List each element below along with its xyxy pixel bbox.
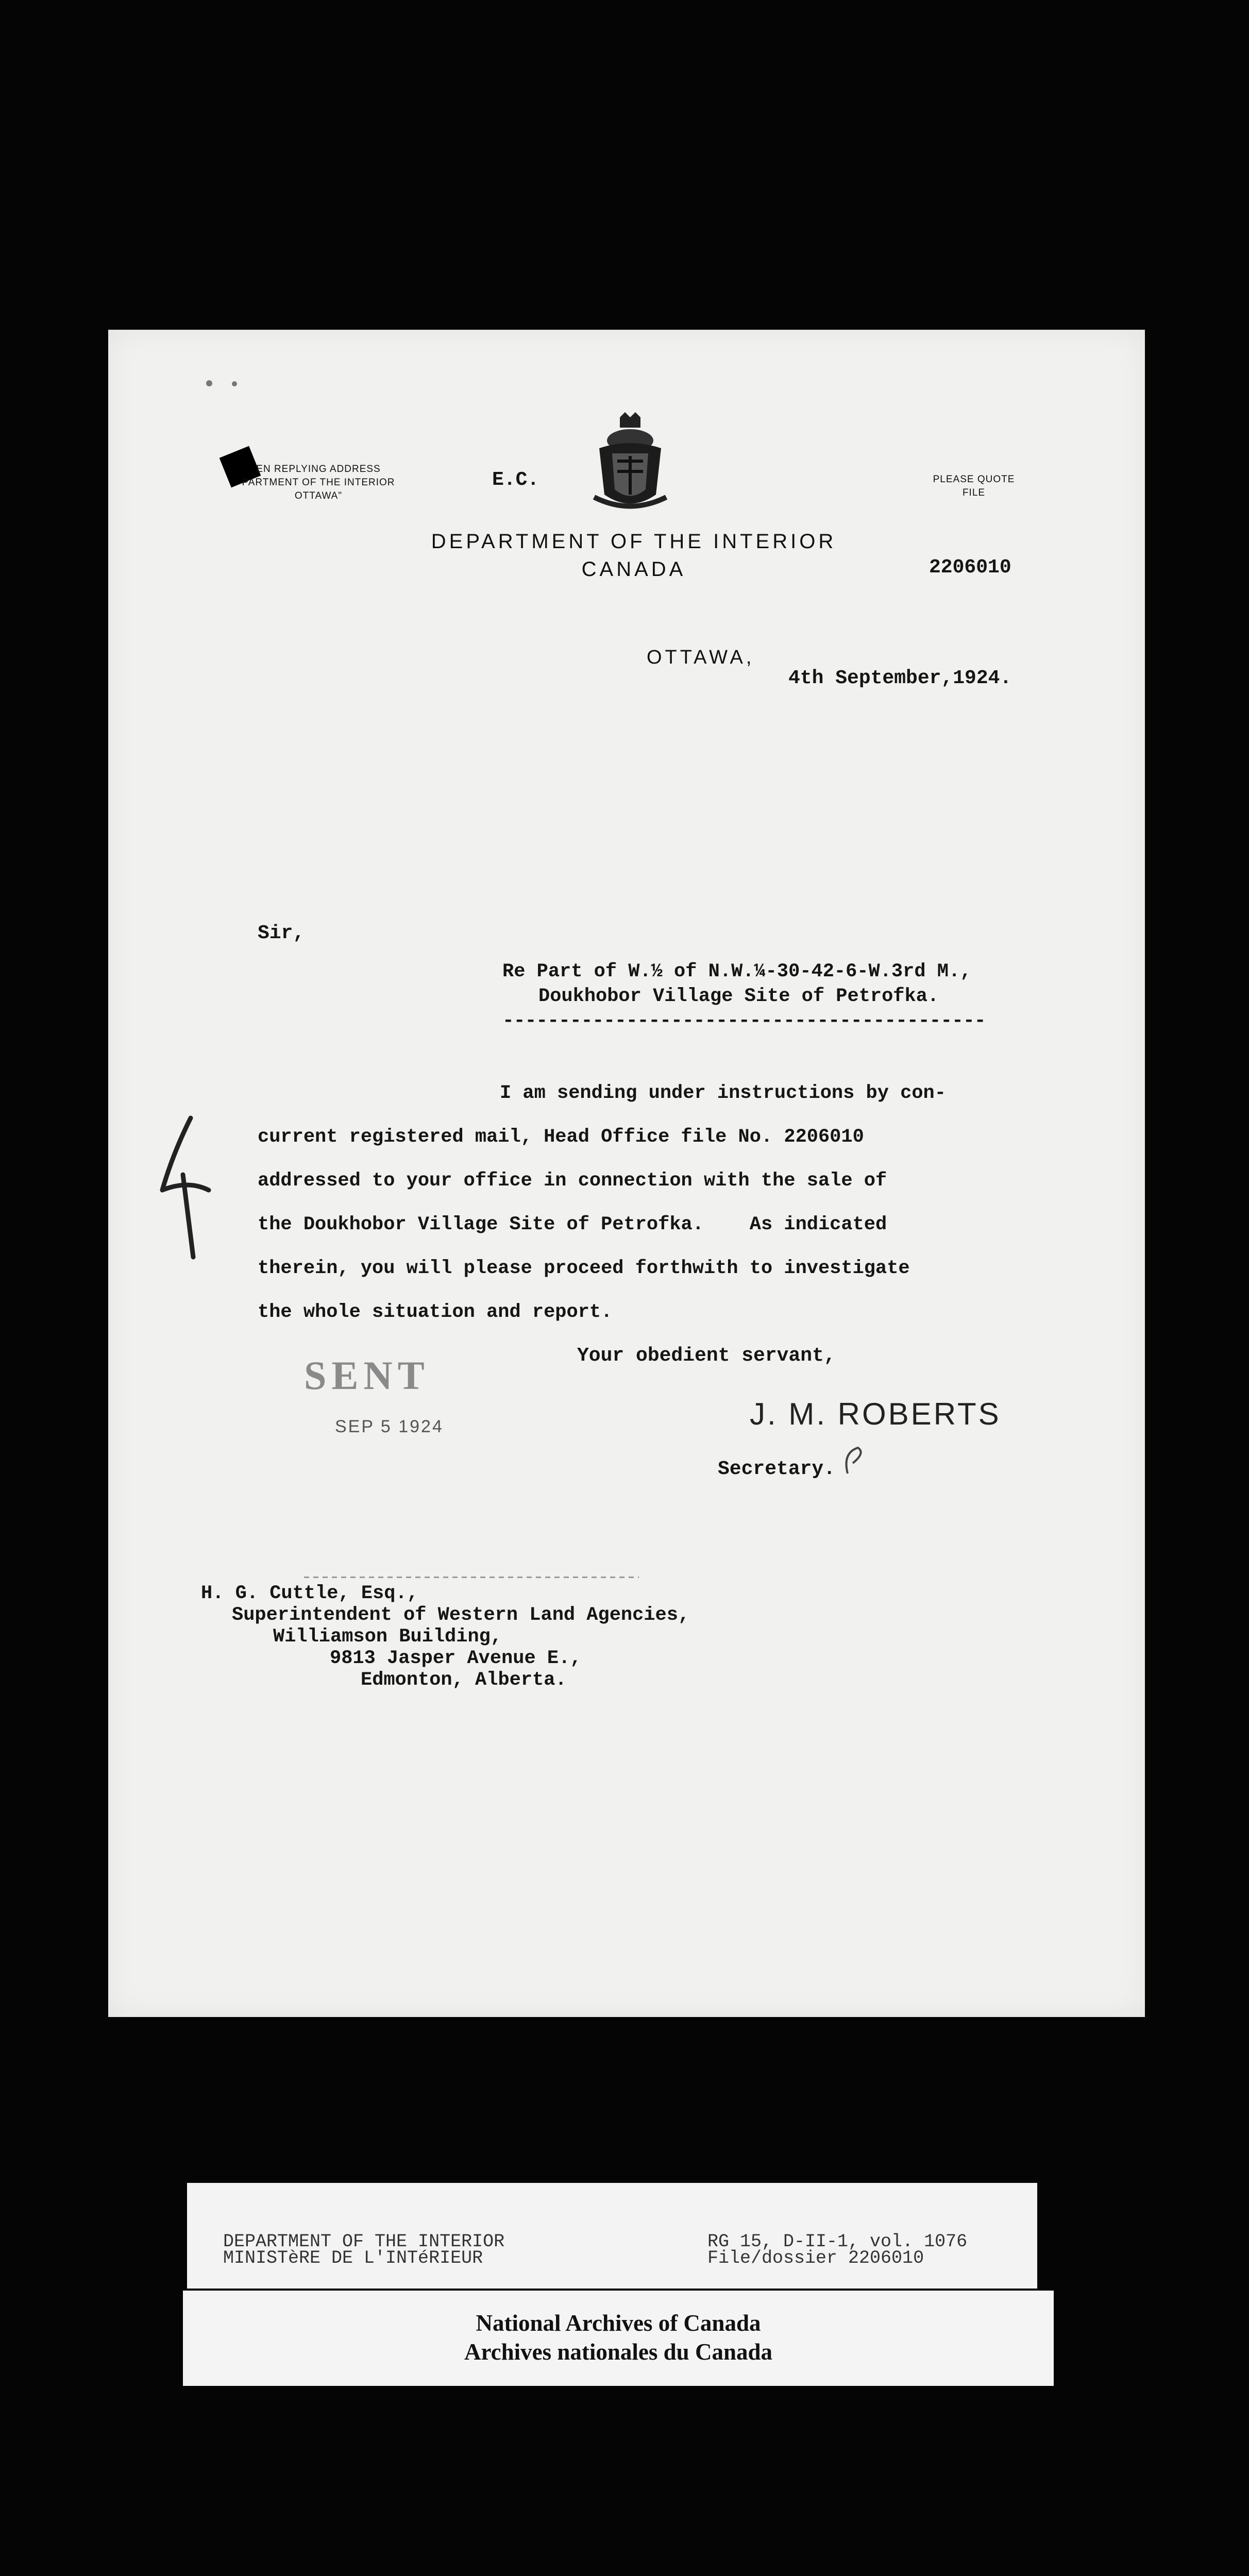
archive-dept-en: DEPARTMENT OF THE INTERIOR xyxy=(223,2231,505,2252)
coat-of-arms-icon xyxy=(589,412,671,515)
archive-footer-text xyxy=(183,2309,1054,2366)
initial-mark-icon xyxy=(837,1443,868,1479)
reply-line-2: PARTMENT OF THE INTERIOR xyxy=(242,477,395,488)
archive-name-fr: Archives nationales du Canada xyxy=(464,2339,773,2365)
body-line-2: current registered mail, Head Office file No. 2206010 xyxy=(258,1126,864,1148)
dateline-date: 4th September,1924. xyxy=(788,667,1012,689)
archive-footer-label xyxy=(183,2291,1054,2386)
please-quote-block xyxy=(933,473,1015,500)
stamp-date: SEP 5 1924 xyxy=(335,1417,444,1436)
handwritten-mark-icon xyxy=(152,1113,229,1262)
archive-label-right xyxy=(707,2233,967,2266)
file-label: FILE xyxy=(962,487,986,498)
archive-dept-fr: MINISTèRE DE L'INTéRIEUR xyxy=(223,2248,483,2268)
signature: J. M. ROBERTS xyxy=(750,1397,1001,1431)
archive-rg-reference: RG 15, D-II-1, vol. 1076 xyxy=(707,2231,968,2252)
document-page xyxy=(108,330,1145,2017)
address-line-3: Williamson Building, xyxy=(273,1626,502,1648)
address-line-4: 9813 Jasper Avenue E., xyxy=(330,1648,582,1669)
reply-address-block xyxy=(241,463,396,503)
sent-stamp: SENT xyxy=(304,1353,430,1398)
signatory-title: Secretary. xyxy=(718,1458,836,1480)
reply-line-3: OTTAWA" xyxy=(294,490,343,501)
body-line-4: the Doukhobor Village Site of Petrofka. As indicated xyxy=(258,1214,887,1235)
archive-name-en: National Archives of Canada xyxy=(476,2310,761,2336)
department-line-1: DEPARTMENT OF THE INTERIOR xyxy=(431,530,837,553)
address-line-5: Edmonton, Alberta. xyxy=(361,1669,567,1691)
archive-label-left xyxy=(223,2233,504,2266)
speck-mark xyxy=(232,381,237,386)
initials: E.C. xyxy=(492,469,539,491)
subject-rule: ------------------------------------------- xyxy=(502,1010,986,1032)
body-line-5: therein, you will please proceed forthwith to investigate xyxy=(258,1258,910,1279)
subject-line-2: Doukhobor Village Site of Petrofka. xyxy=(538,986,939,1007)
faint-rule xyxy=(304,1577,639,1578)
department-heading xyxy=(412,528,855,583)
subject-line-1: Re Part of W.½ of N.W.¼-30-42-6-W.3rd M., xyxy=(502,961,972,982)
subject-block xyxy=(502,959,986,1033)
body-line-6: the whole situation and report. xyxy=(258,1301,613,1323)
department-line-2: CANADA xyxy=(581,558,686,581)
archive-reference-label xyxy=(187,2183,1037,2289)
speck-mark xyxy=(206,380,212,386)
please-quote-label: PLEASE QUOTE xyxy=(933,474,1015,485)
file-number: 2206010 xyxy=(929,556,1011,579)
dateline-city: OTTAWA, xyxy=(647,647,755,668)
letter-body xyxy=(258,1072,946,1334)
reply-line-1: EN REPLYING ADDRESS xyxy=(256,464,381,474)
body-line-1: I am sending under instructions by con- xyxy=(500,1082,946,1104)
archive-file-reference: File/dossier 2206010 xyxy=(707,2248,924,2268)
complimentary-close: Your obedient servant, xyxy=(577,1345,836,1367)
address-line-2: Superintendent of Western Land Agencies, xyxy=(232,1604,690,1626)
salutation: Sir, xyxy=(258,922,305,944)
body-line-3: addressed to your office in connection with the sale of xyxy=(258,1170,887,1192)
address-line-1: H. G. Cuttle, Esq., xyxy=(201,1583,418,1604)
address-block xyxy=(201,1583,689,1691)
